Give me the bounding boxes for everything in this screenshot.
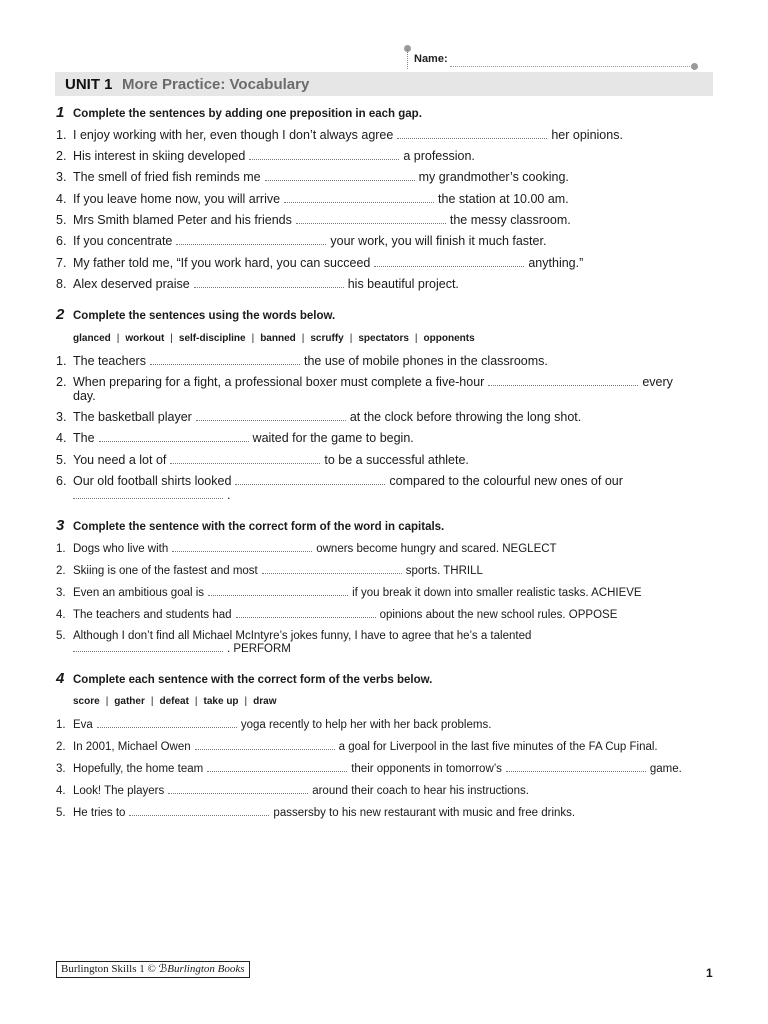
exercise-item: 4. If you leave home now, you will arrive the station at 10.00 am. bbox=[56, 192, 569, 206]
answer-gap[interactable] bbox=[150, 355, 300, 365]
answer-gap[interactable] bbox=[168, 784, 308, 794]
answer-gap[interactable] bbox=[506, 762, 646, 772]
page-title: More Practice: Vocabulary bbox=[122, 76, 310, 93]
exercise-item: 6. If you concentrate your work, you will finish it much faster. bbox=[56, 234, 547, 248]
exercise-item: 3. The basketball player at the clock before throwing the long shot. bbox=[56, 410, 582, 424]
answer-gap[interactable] bbox=[195, 740, 335, 750]
exercise-item: 1. Eva yoga recently to help her with her back problems. bbox=[56, 719, 492, 731]
publisher-name: Burlington Books bbox=[167, 963, 245, 975]
exercise-item: 4. The teachers and students had opinions about the new school rules. OPPOSE bbox=[56, 609, 618, 621]
section-number: 4 bbox=[56, 670, 65, 687]
exercise-item: 8. Alex deserved praise his beautiful project. bbox=[56, 277, 459, 291]
answer-gap[interactable] bbox=[249, 150, 399, 160]
answer-gap[interactable] bbox=[397, 129, 547, 139]
answer-gap[interactable] bbox=[97, 718, 237, 728]
exercise-item: 1. I enjoy working with her, even though I don’t always agree her opinions. bbox=[56, 128, 623, 142]
answer-gap[interactable] bbox=[265, 171, 415, 181]
section-3-heading bbox=[56, 517, 444, 534]
exercise-item: 5. Mrs Smith blamed Peter and his friends the messy classroom. bbox=[56, 213, 571, 227]
page-number: 1 bbox=[706, 966, 713, 980]
answer-gap[interactable] bbox=[488, 376, 638, 386]
answer-gap[interactable] bbox=[129, 806, 269, 816]
answer-gap[interactable] bbox=[176, 235, 326, 245]
answer-gap[interactable] bbox=[172, 542, 312, 552]
exercise-item: 3. Hopefully, the home team their opponents in tomorrow’s game. bbox=[56, 763, 682, 775]
exercise-item-continuation: day. bbox=[73, 389, 96, 403]
answer-gap[interactable] bbox=[73, 489, 223, 499]
name-field-dot-icon bbox=[691, 63, 698, 70]
answer-gap[interactable] bbox=[208, 586, 348, 596]
exercise-item: 2. When preparing for a fight, a professional boxer must complete a five-hour every bbox=[56, 375, 673, 389]
section-number: 1 bbox=[56, 104, 65, 121]
exercise-item: 7. My father told me, “If you work hard, you can succeed anything.” bbox=[56, 256, 584, 270]
answer-gap[interactable] bbox=[194, 278, 344, 288]
answer-gap[interactable] bbox=[170, 454, 320, 464]
answer-gap[interactable] bbox=[374, 257, 524, 267]
exercise-item: 1. Dogs who live with owners become hungry and scared. NEGLECT bbox=[56, 543, 557, 555]
exercise-item: 1. The teachers the use of mobile phones in the classrooms. bbox=[56, 354, 548, 368]
answer-gap[interactable] bbox=[235, 475, 385, 485]
exercise-item: 2. In 2001, Michael Owen a goal for Liverpool in the last five minutes of the FA Cup Final. bbox=[56, 741, 658, 753]
section-instruction: Complete the sentences using the words below. bbox=[73, 310, 336, 322]
exercise-item: 2. His interest in skiing developed a profession. bbox=[56, 149, 475, 163]
exercise-item: 3. Even an ambitious goal is if you break it down into smaller realistic tasks. ACHIEVE bbox=[56, 587, 642, 599]
exercise-item-continuation: . PERFORM bbox=[73, 642, 291, 655]
section-instruction: Complete the sentences by adding one preposition in each gap. bbox=[73, 108, 422, 120]
word-box: glanced | workout | self-discipline | banned | scruffy | spectators | opponents bbox=[73, 333, 475, 344]
exercise-item: 6. Our old football shirts looked compared to the colourful new ones of our bbox=[56, 474, 623, 488]
section-instruction: Complete the sentence with the correct form of the word in capitals. bbox=[73, 521, 445, 533]
section-number: 2 bbox=[56, 306, 65, 323]
section-number: 3 bbox=[56, 517, 65, 534]
footer-credit bbox=[56, 961, 250, 978]
exercise-item: 5. Although I don’t find all Michael McIntyre’s jokes funny, I have to agree that he’s a talented bbox=[56, 630, 532, 642]
answer-gap[interactable] bbox=[99, 432, 249, 442]
name-field[interactable] bbox=[406, 45, 698, 71]
footer-text: Burlington Skills 1 © bbox=[61, 963, 156, 975]
name-line[interactable] bbox=[450, 66, 692, 67]
answer-gap[interactable] bbox=[236, 608, 376, 618]
exercise-item: 5. You need a lot of to be a successful athlete. bbox=[56, 453, 469, 467]
section-instruction: Complete each sentence with the correct form of the verbs below. bbox=[73, 674, 433, 686]
answer-gap[interactable] bbox=[296, 214, 446, 224]
name-label: Name: bbox=[414, 53, 448, 65]
unit-label: UNIT 1 bbox=[65, 76, 113, 93]
answer-gap[interactable] bbox=[262, 564, 402, 574]
section-1-heading bbox=[56, 104, 422, 121]
unit-header bbox=[55, 72, 713, 96]
exercise-item: 4. The waited for the game to begin. bbox=[56, 431, 414, 445]
section-2-heading bbox=[56, 306, 335, 323]
answer-gap[interactable] bbox=[196, 411, 346, 421]
publisher-logo-icon: ℬ bbox=[158, 963, 168, 975]
exercise-item: 3. The smell of fried fish reminds me my grandmother’s cooking. bbox=[56, 170, 569, 184]
exercise-item: 5. He tries to passersby to his new restaurant with music and free drinks. bbox=[56, 807, 576, 819]
answer-gap[interactable] bbox=[207, 762, 347, 772]
section-4-heading bbox=[56, 670, 432, 687]
answer-gap[interactable] bbox=[73, 642, 223, 652]
word-box: score | gather | defeat | take up | draw bbox=[73, 696, 277, 707]
exercise-item: 4. Look! The players around their coach to hear his instructions. bbox=[56, 785, 529, 797]
exercise-item: 2. Skiing is one of the fastest and most sports. THRILL bbox=[56, 565, 483, 577]
exercise-item-continuation: . bbox=[73, 488, 230, 502]
answer-gap[interactable] bbox=[284, 193, 434, 203]
